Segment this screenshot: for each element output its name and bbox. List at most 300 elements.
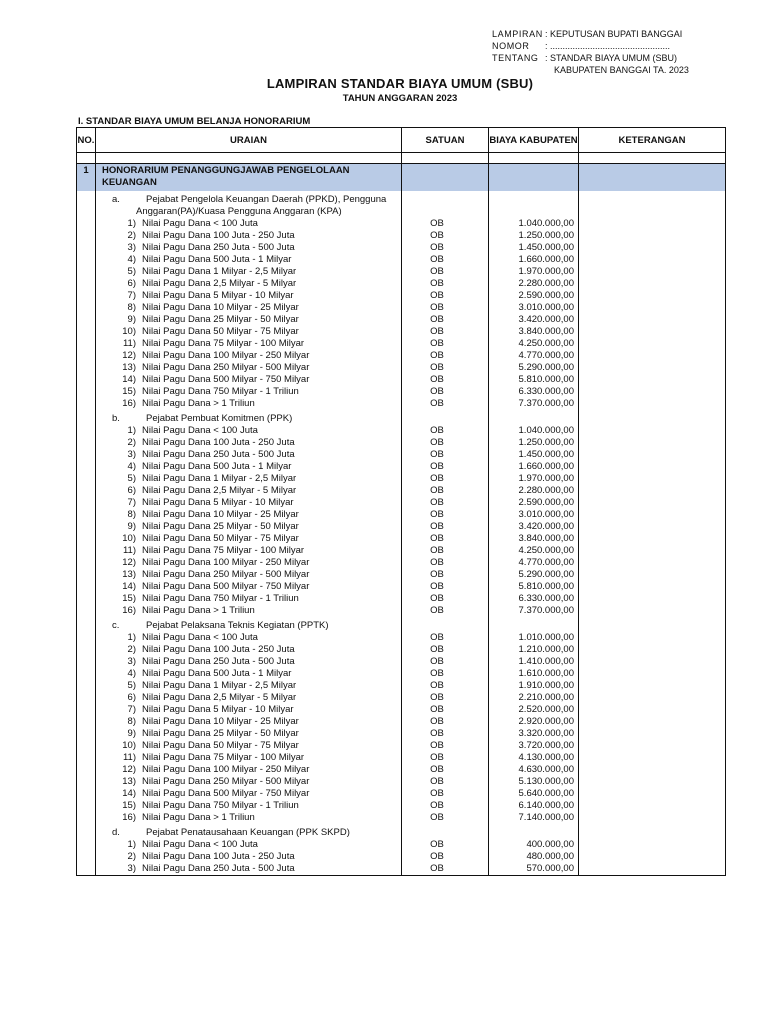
item-keterangan	[579, 374, 726, 386]
category-title: HONORARIUM PENANGGUNGJAWAB PENGELOLAAN KEUANGAN	[96, 164, 402, 192]
item-keterangan	[579, 557, 726, 569]
item-biaya: 1.210.000,00	[489, 644, 579, 656]
item-label: Nilai Pagu Dana 75 Milyar - 100 Milyar	[142, 338, 305, 349]
tentang-key: TENTANG	[492, 53, 539, 63]
item-uraian	[96, 398, 402, 410]
item-number: 4)	[127, 254, 136, 265]
item-number: 2)	[127, 644, 136, 655]
item-label: Nilai Pagu Dana 250 Juta - 500 Juta	[142, 449, 295, 460]
item-label: Nilai Pagu Dana 250 Milyar - 500 Milyar	[142, 362, 310, 373]
item-number: 7)	[127, 497, 136, 508]
item-label: Nilai Pagu Dana < 100 Juta	[142, 218, 258, 229]
table-row	[77, 776, 726, 788]
item-biaya: 400.000,00	[489, 839, 579, 851]
item-number: 14)	[122, 581, 136, 592]
item-keterangan	[579, 497, 726, 509]
item-uraian	[96, 278, 402, 290]
item-keterangan	[579, 692, 726, 704]
item-number: 12)	[122, 764, 136, 775]
item-keterangan	[579, 350, 726, 362]
item-number: 11)	[122, 545, 136, 556]
item-number: 11)	[122, 338, 136, 349]
item-keterangan	[579, 302, 726, 314]
item-biaya: 2.920.000,00	[489, 716, 579, 728]
item-biaya: 3.010.000,00	[489, 509, 579, 521]
item-keterangan	[579, 521, 726, 533]
nomor-key: NOMOR	[492, 41, 530, 51]
item-keterangan	[579, 788, 726, 800]
item-uraian	[96, 644, 402, 656]
item-satuan: OB	[402, 425, 489, 437]
item-label: Nilai Pagu Dana 75 Milyar - 100 Milyar	[142, 752, 305, 763]
item-number: 6)	[127, 278, 136, 289]
item-number: 12)	[122, 350, 136, 361]
subsection-letter: c.	[112, 620, 120, 631]
item-satuan: OB	[402, 851, 489, 863]
item-number: 12)	[122, 557, 136, 568]
item-biaya: 6.330.000,00	[489, 593, 579, 605]
subsection-title	[96, 410, 402, 425]
table-row	[77, 449, 726, 461]
item-biaya: 3.840.000,00	[489, 326, 579, 338]
item-biaya: 2.280.000,00	[489, 278, 579, 290]
item-label: Nilai Pagu Dana > 1 Triliun	[142, 398, 255, 409]
item-label: Nilai Pagu Dana 2,5 Milyar - 5 Milyar	[142, 278, 297, 289]
item-label: Nilai Pagu Dana 500 Milyar - 750 Milyar	[142, 788, 310, 799]
item-satuan: OB	[402, 863, 489, 876]
item-satuan: OB	[402, 632, 489, 644]
item-number: 14)	[122, 374, 136, 385]
table-row	[77, 362, 726, 374]
item-biaya: 5.810.000,00	[489, 581, 579, 593]
item-number: 13)	[122, 776, 136, 787]
item-keterangan	[579, 728, 726, 740]
table-row	[77, 581, 726, 593]
table-row	[77, 839, 726, 851]
item-biaya: 1.660.000,00	[489, 461, 579, 473]
item-satuan: OB	[402, 644, 489, 656]
item-keterangan	[579, 656, 726, 668]
item-satuan: OB	[402, 788, 489, 800]
table-row	[77, 740, 726, 752]
item-uraian	[96, 656, 402, 668]
item-label: Nilai Pagu Dana 750 Milyar - 1 Triliun	[142, 800, 299, 811]
item-biaya: 1.450.000,00	[489, 242, 579, 254]
item-uraian	[96, 338, 402, 350]
table-row	[77, 302, 726, 314]
item-keterangan	[579, 605, 726, 617]
item-biaya: 3.420.000,00	[489, 314, 579, 326]
item-label: Nilai Pagu Dana 50 Milyar - 75 Milyar	[142, 533, 299, 544]
table-row	[77, 437, 726, 449]
item-number: 3)	[127, 863, 136, 874]
item-satuan: OB	[402, 812, 489, 824]
item-number: 3)	[127, 242, 136, 253]
item-label: Nilai Pagu Dana 10 Milyar - 25 Milyar	[142, 716, 299, 727]
table-row	[77, 632, 726, 644]
header-uraian: URAIAN	[96, 128, 402, 153]
item-keterangan	[579, 545, 726, 557]
item-uraian	[96, 788, 402, 800]
item-label: Nilai Pagu Dana 100 Milyar - 250 Milyar	[142, 764, 310, 775]
section-heading: I. STANDAR BIAYA UMUM BELANJA HONORARIUM	[78, 116, 311, 127]
item-keterangan	[579, 644, 726, 656]
item-number: 2)	[127, 437, 136, 448]
item-label: Nilai Pagu Dana 5 Milyar - 10 Milyar	[142, 497, 294, 508]
item-biaya: 4.250.000,00	[489, 338, 579, 350]
item-number: 7)	[127, 290, 136, 301]
table-row	[77, 338, 726, 350]
item-uraian	[96, 218, 402, 230]
item-satuan: OB	[402, 485, 489, 497]
item-label: Nilai Pagu Dana 250 Milyar - 500 Milyar	[142, 776, 310, 787]
item-satuan: OB	[402, 302, 489, 314]
item-label: Nilai Pagu Dana 25 Milyar - 50 Milyar	[142, 521, 299, 532]
item-satuan: OB	[402, 278, 489, 290]
item-number: 5)	[127, 473, 136, 484]
item-label: Nilai Pagu Dana 100 Juta - 250 Juta	[142, 437, 295, 448]
table-row	[77, 290, 726, 302]
item-keterangan	[579, 290, 726, 302]
table-row	[77, 788, 726, 800]
item-satuan: OB	[402, 266, 489, 278]
item-number: 16)	[122, 398, 136, 409]
lampiran-row	[492, 28, 689, 40]
table-row	[77, 692, 726, 704]
item-biaya: 6.140.000,00	[489, 800, 579, 812]
table-row	[77, 314, 726, 326]
page-title: LAMPIRAN STANDAR BIAYA UMUM (SBU)	[266, 76, 534, 91]
item-biaya: 2.590.000,00	[489, 290, 579, 302]
item-uraian	[96, 350, 402, 362]
item-uraian	[96, 242, 402, 254]
table-row	[77, 521, 726, 533]
item-biaya: 4.770.000,00	[489, 557, 579, 569]
item-biaya: 1.450.000,00	[489, 449, 579, 461]
item-uraian	[96, 302, 402, 314]
item-uraian	[96, 314, 402, 326]
item-label: Nilai Pagu Dana 10 Milyar - 25 Milyar	[142, 509, 299, 520]
item-uraian	[96, 605, 402, 617]
item-label: Nilai Pagu Dana 50 Milyar - 75 Milyar	[142, 326, 299, 337]
subsection-letter: b.	[112, 413, 120, 424]
item-number: 2)	[127, 851, 136, 862]
item-biaya: 5.290.000,00	[489, 569, 579, 581]
item-label: Nilai Pagu Dana 5 Milyar - 10 Milyar	[142, 290, 294, 301]
item-label: Nilai Pagu Dana 100 Milyar - 250 Milyar	[142, 350, 310, 361]
item-satuan: OB	[402, 449, 489, 461]
item-biaya: 4.770.000,00	[489, 350, 579, 362]
nomor-row	[492, 40, 689, 52]
item-uraian	[96, 362, 402, 374]
item-number: 16)	[122, 605, 136, 616]
item-uraian	[96, 533, 402, 545]
item-biaya: 1.970.000,00	[489, 473, 579, 485]
item-satuan: OB	[402, 326, 489, 338]
table-row	[77, 605, 726, 617]
item-satuan: OB	[402, 716, 489, 728]
item-satuan: OB	[402, 374, 489, 386]
item-biaya: 1.410.000,00	[489, 656, 579, 668]
item-satuan: OB	[402, 533, 489, 545]
item-uraian	[96, 437, 402, 449]
header-keterangan: KETERANGAN	[579, 128, 726, 153]
item-biaya: 480.000,00	[489, 851, 579, 863]
item-keterangan	[579, 473, 726, 485]
item-number: 9)	[127, 314, 136, 325]
item-label: Nilai Pagu Dana 100 Milyar - 250 Milyar	[142, 557, 310, 568]
item-satuan: OB	[402, 254, 489, 266]
item-label: Nilai Pagu Dana 10 Milyar - 25 Milyar	[142, 302, 299, 313]
item-satuan: OB	[402, 557, 489, 569]
item-satuan: OB	[402, 338, 489, 350]
item-satuan: OB	[402, 461, 489, 473]
item-label: Nilai Pagu Dana 750 Milyar - 1 Triliun	[142, 386, 299, 397]
item-uraian	[96, 230, 402, 242]
item-biaya: 1.610.000,00	[489, 668, 579, 680]
lampiran-key: LAMPIRAN	[492, 29, 543, 39]
subsection-title	[96, 824, 402, 839]
item-biaya: 4.630.000,00	[489, 764, 579, 776]
item-number: 6)	[127, 692, 136, 703]
table-row	[77, 668, 726, 680]
tentang-extra: KABUPATEN BANGGAI TA. 2023	[554, 65, 689, 75]
item-uraian	[96, 764, 402, 776]
item-biaya: 2.520.000,00	[489, 704, 579, 716]
item-satuan: OB	[402, 314, 489, 326]
item-label: Nilai Pagu Dana 1 Milyar - 2,5 Milyar	[142, 473, 297, 484]
item-number: 10)	[122, 740, 136, 751]
item-keterangan	[579, 425, 726, 437]
item-number: 8)	[127, 716, 136, 727]
item-biaya: 3.840.000,00	[489, 533, 579, 545]
item-uraian	[96, 326, 402, 338]
item-uraian	[96, 593, 402, 605]
item-satuan: OB	[402, 668, 489, 680]
item-biaya: 3.720.000,00	[489, 740, 579, 752]
subsection-letter: d.	[112, 827, 120, 838]
item-uraian	[96, 374, 402, 386]
table-row	[77, 752, 726, 764]
item-satuan: OB	[402, 569, 489, 581]
item-uraian	[96, 752, 402, 764]
item-keterangan	[579, 632, 726, 644]
item-number: 4)	[127, 668, 136, 679]
table-row	[77, 398, 726, 410]
table-row	[77, 218, 726, 230]
item-satuan: OB	[402, 509, 489, 521]
lampiran-value: : KEPUTUSAN BUPATI BANGGAI	[545, 29, 683, 39]
item-keterangan	[579, 800, 726, 812]
item-number: 1)	[127, 425, 136, 436]
table-row	[77, 374, 726, 386]
item-number: 9)	[127, 728, 136, 739]
item-keterangan	[579, 680, 726, 692]
item-biaya: 5.640.000,00	[489, 788, 579, 800]
table-row	[77, 728, 726, 740]
item-number: 6)	[127, 485, 136, 496]
table-row	[77, 593, 726, 605]
item-uraian	[96, 461, 402, 473]
header-no: NO.	[77, 128, 96, 153]
item-number: 7)	[127, 704, 136, 715]
item-biaya: 3.010.000,00	[489, 302, 579, 314]
item-number: 15)	[122, 593, 136, 604]
item-uraian	[96, 668, 402, 680]
item-biaya: 7.370.000,00	[489, 398, 579, 410]
nomor-value: : ................................................	[545, 41, 671, 51]
table-row	[77, 545, 726, 557]
item-biaya: 570.000,00	[489, 863, 579, 876]
category-no: 1	[77, 164, 96, 192]
item-biaya: 1.970.000,00	[489, 266, 579, 278]
item-label: Nilai Pagu Dana 250 Juta - 500 Juta	[142, 656, 295, 667]
item-uraian	[96, 425, 402, 437]
item-uraian	[96, 521, 402, 533]
subsection-text: Pejabat Pengelola Keuangan Daerah (PPKD), Pengguna Anggaran(PA)/Kuasa Pengguna Anggaran (KPA)	[136, 194, 387, 217]
item-biaya: 1.250.000,00	[489, 437, 579, 449]
item-biaya: 1.040.000,00	[489, 218, 579, 230]
subsection-row	[77, 617, 726, 632]
table-row	[77, 644, 726, 656]
item-label: Nilai Pagu Dana 25 Milyar - 50 Milyar	[142, 314, 299, 325]
item-biaya: 1.660.000,00	[489, 254, 579, 266]
item-label: Nilai Pagu Dana > 1 Triliun	[142, 605, 255, 616]
item-number: 9)	[127, 521, 136, 532]
item-number: 8)	[127, 509, 136, 520]
item-keterangan	[579, 338, 726, 350]
item-uraian	[96, 485, 402, 497]
item-uraian	[96, 386, 402, 398]
item-biaya: 2.280.000,00	[489, 485, 579, 497]
item-satuan: OB	[402, 593, 489, 605]
item-number: 1)	[127, 218, 136, 229]
item-satuan: OB	[402, 752, 489, 764]
item-uraian	[96, 557, 402, 569]
subsection-text: Pejabat Pelaksana Teknis Kegiatan (PPTK)	[146, 620, 329, 631]
table-row	[77, 230, 726, 242]
item-label: Nilai Pagu Dana 500 Milyar - 750 Milyar	[142, 374, 310, 385]
item-satuan: OB	[402, 800, 489, 812]
item-number: 5)	[127, 266, 136, 277]
item-uraian	[96, 716, 402, 728]
item-satuan: OB	[402, 242, 489, 254]
item-uraian	[96, 569, 402, 581]
subsection-letter: a.	[112, 194, 120, 205]
item-uraian	[96, 254, 402, 266]
table-row	[77, 764, 726, 776]
subsection-row	[77, 824, 726, 839]
item-satuan: OB	[402, 437, 489, 449]
table-body	[77, 153, 726, 876]
item-satuan: OB	[402, 290, 489, 302]
item-keterangan	[579, 776, 726, 788]
item-label: Nilai Pagu Dana 250 Juta - 500 Juta	[142, 242, 295, 253]
item-number: 15)	[122, 800, 136, 811]
item-uraian	[96, 581, 402, 593]
item-biaya: 6.330.000,00	[489, 386, 579, 398]
item-keterangan	[579, 242, 726, 254]
item-biaya: 3.320.000,00	[489, 728, 579, 740]
item-biaya: 5.810.000,00	[489, 374, 579, 386]
item-label: Nilai Pagu Dana 500 Juta - 1 Milyar	[142, 461, 292, 472]
item-label: Nilai Pagu Dana 25 Milyar - 50 Milyar	[142, 728, 299, 739]
item-keterangan	[579, 314, 726, 326]
item-satuan: OB	[402, 350, 489, 362]
header-satuan: SATUAN	[402, 128, 489, 153]
item-label: Nilai Pagu Dana 75 Milyar - 100 Milyar	[142, 545, 305, 556]
item-label: Nilai Pagu Dana 1 Milyar - 2,5 Milyar	[142, 266, 297, 277]
item-satuan: OB	[402, 473, 489, 485]
table-row	[77, 680, 726, 692]
item-keterangan	[579, 449, 726, 461]
table-row	[77, 425, 726, 437]
item-keterangan	[579, 764, 726, 776]
item-uraian	[96, 839, 402, 851]
item-satuan: OB	[402, 581, 489, 593]
item-satuan: OB	[402, 230, 489, 242]
subsection-text: Pejabat Pembuat Komitmen (PPK)	[146, 413, 293, 424]
page-subtitle: TAHUN ANGGARAN 2023	[342, 93, 458, 104]
item-uraian	[96, 863, 402, 876]
item-biaya: 2.590.000,00	[489, 497, 579, 509]
item-satuan: OB	[402, 704, 489, 716]
item-keterangan	[579, 569, 726, 581]
table-row	[77, 656, 726, 668]
item-label: Nilai Pagu Dana 500 Juta - 1 Milyar	[142, 668, 292, 679]
item-label: Nilai Pagu Dana > 1 Triliun	[142, 812, 255, 823]
item-satuan: OB	[402, 776, 489, 788]
table-row	[77, 278, 726, 290]
item-keterangan	[579, 752, 726, 764]
table-row	[77, 461, 726, 473]
item-number: 10)	[122, 533, 136, 544]
item-uraian	[96, 266, 402, 278]
table-row	[77, 704, 726, 716]
item-label: Nilai Pagu Dana 100 Juta - 250 Juta	[142, 230, 295, 241]
item-biaya: 7.140.000,00	[489, 812, 579, 824]
item-keterangan	[579, 593, 726, 605]
item-keterangan	[579, 485, 726, 497]
item-biaya: 1.010.000,00	[489, 632, 579, 644]
item-uraian	[96, 497, 402, 509]
item-satuan: OB	[402, 764, 489, 776]
item-keterangan	[579, 266, 726, 278]
item-number: 2)	[127, 230, 136, 241]
item-keterangan	[579, 581, 726, 593]
item-keterangan	[579, 278, 726, 290]
item-uraian	[96, 509, 402, 521]
item-label: Nilai Pagu Dana 500 Milyar - 750 Milyar	[142, 581, 310, 592]
item-satuan: OB	[402, 605, 489, 617]
table-row	[77, 800, 726, 812]
table-row	[77, 509, 726, 521]
table-row	[77, 812, 726, 824]
subsection-row	[77, 410, 726, 425]
item-uraian	[96, 800, 402, 812]
item-keterangan	[579, 716, 726, 728]
item-keterangan	[579, 437, 726, 449]
item-number: 16)	[122, 812, 136, 823]
item-uraian	[96, 851, 402, 863]
table-row	[77, 851, 726, 863]
item-number: 5)	[127, 680, 136, 691]
table-row	[77, 497, 726, 509]
item-uraian	[96, 680, 402, 692]
item-number: 13)	[122, 569, 136, 580]
item-keterangan	[579, 509, 726, 521]
item-satuan: OB	[402, 839, 489, 851]
